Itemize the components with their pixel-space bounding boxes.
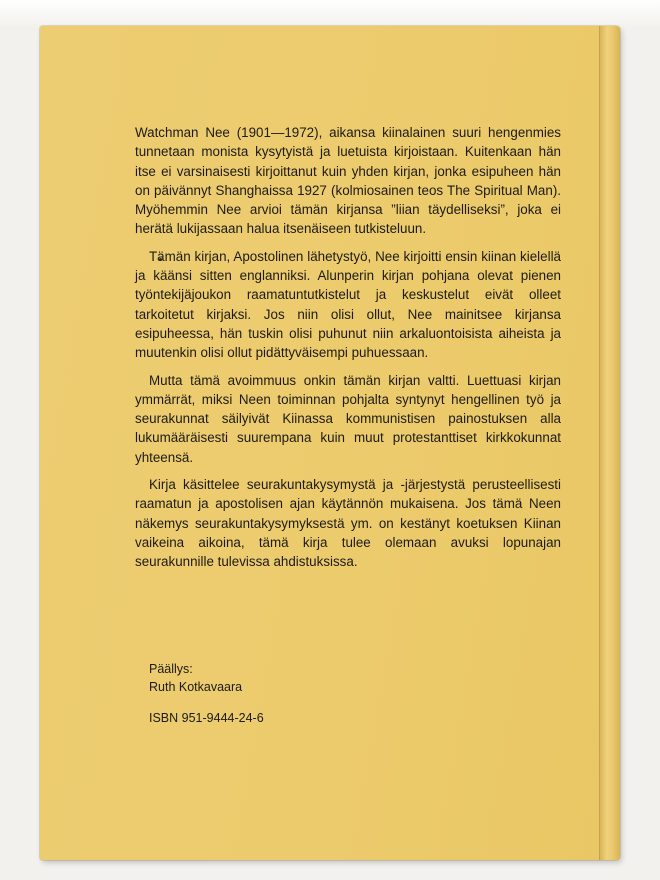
blurb-paragraph-4: Kirja käsittelee seurakuntakysymystä ja -järjestystä perusteellisesti raamatun ja apostolisen ajan käytännön mukaisena. Jos tämä Neen näkemys seurakuntakysymyksestä ym. on kestänyt koetuksen Kiinan vaikeina aikoina, tämä kirja tulee olemaan avuksi lopunajan seurakunnille tulevissa ahdistuksissa. (135, 477, 561, 570)
blurb-paragraph-3: Mutta tämä avoimmuus onkin tämän kirjan valtti. Luettuasi kirjan ymmärrät, miksi Neen toiminnan pohjalta syntynyt hengellinen työ ja seurakunnat säilyivät Kiinassa kommunistisen painostuksen alla lukumääräisesti suurempana kuin muut protestanttiset kirkkokunnat yhteensä. (135, 372, 561, 465)
isbn-number: ISBN 951-9444-24-6 (149, 711, 264, 725)
credits-name: Ruth Kotkavaara (149, 680, 243, 694)
credits-label: Päällys: (149, 662, 193, 676)
blurb-paragraph-2: Tämän kirjan, Apostolinen lähetystyö, Nee kirjoitti ensin kiinan kielellä ja käänsi sitten englanniksi. Alunperin kirjan pohjana olevat pienen työntekijäjoukon raamatuntutkistelut ja keskustelut eivät olleet tarkoitetut kirjaksi. Jos niin olisi ollut, Nee mainitsee kirjansa esipuheessa, hän tuskin olisi puhunut niin arkaluontoisista aiheista ja muutenkin olisi ollut pidättyväisempi puhuessaan. (135, 248, 561, 361)
cover-credits (149, 660, 449, 696)
blurb-paragraph-1: Watchman Nee (1901—1972), aikansa kiinalainen suuri hengenmies tunnetaan monista kysytyistä ja luetuista kirjoistaan. Kuitenkaan hän itse ei varsinaisesti kirjoittanut kuin yhden kirjan, jonka esipuheen hän on päivännyt Shanghaissa 1927 (kolmiosainen teos The Spiritual Man). Myöhemmin Nee arvioi tämän kirjansa ”liian täydelliseksi”, joka ei herätä lukijassaan halua itsenäiseen tutkisteluun. (135, 125, 561, 237)
blurb-text (135, 123, 561, 580)
book-spine (599, 26, 620, 860)
